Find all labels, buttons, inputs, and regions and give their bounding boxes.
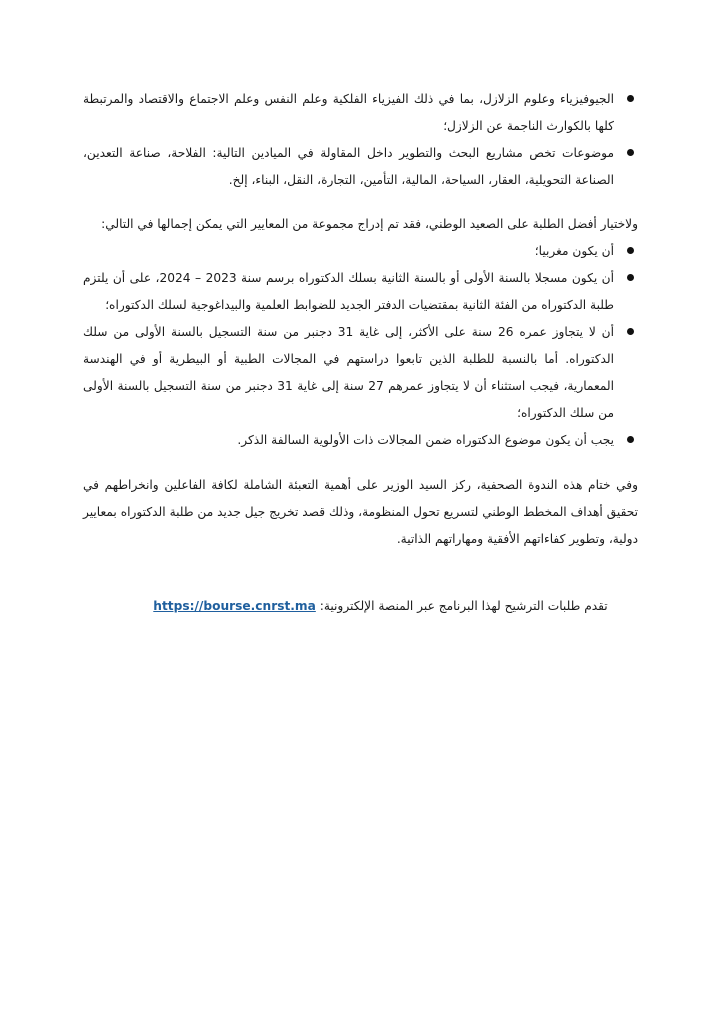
list-item: [83, 265, 638, 319]
list-item: [83, 427, 638, 454]
document-body: [83, 86, 638, 620]
platform-link[interactable]: https://bourse.cnrst.ma: [153, 599, 316, 613]
list-item-text: موضوعات تخص مشاريع البحث والتطوير داخل المقاولة في الميادين التالية: الفلاحة، صناعة التعدين، الصناعة التحويلية، العقار، السياحة، المالية، التأمين، التجارة، النقل، البناء، إلخ.: [83, 146, 614, 187]
eligibility-criteria-list: [83, 238, 638, 454]
research-fields-list: [83, 86, 638, 194]
list-item: [83, 140, 638, 194]
list-item: [83, 319, 638, 427]
list-item-text: أن لا يتجاوز عمره 26 سنة على الأكثر، إلى غاية 31 دجنبر من سنة التسجيل بالسنة الأولى من سلك الدكتوراه. أما بالنسبة للطلبة الذين تابعوا دراستهم في المجالات الطبية أو البيطرية أو في الهندسة المعمارية، فيجب استثناء أن لا يتجاوز عمرهم 27 سنة إلى غاية 31 دجنبر من سنة التسجيل بالسنة الأولى من سلك الدكتوراه؛: [83, 325, 614, 420]
bullet-icon: [627, 436, 634, 443]
list-item-text: أن يكون مغربيا؛: [534, 244, 614, 258]
bullet-icon: [627, 95, 634, 102]
list-item-text: أن يكون مسجلا بالسنة الأولى أو بالسنة الثانية بسلك الدكتوراه برسم سنة 2023 – 2024، على أن يلتزم طلبة الدكتوراه من الفئة الثانية بمقتضيات الدفتر الجديد للضوابط العلمية والبيداغوجية لسلك الدكتوراه؛: [83, 271, 615, 312]
bullet-icon: [627, 274, 634, 281]
closing-paragraph: وفي ختام هذه الندوة الصحفية، ركز السيد الوزير على أهمية التعبئة الشاملة لكافة الفاعلين وانخراطهم في تحقيق أهداف المخطط الوطني لتسريع تحول المنظومة، وذلك قصد تخريج جيل جديد من طلبة الدكتوراه بمعايير دولية، وتطوير كفاءاتهم الأفقية ومهاراتهم الذاتية.: [83, 478, 638, 546]
list-item: [83, 238, 638, 265]
bullet-icon: [627, 247, 634, 254]
list-item-text: يجب أن يكون موضوع الدكتوراه ضمن المجالات ذات الأولوية السالفة الذكر.: [237, 433, 614, 447]
application-text: تقدم طلبات الترشيح لهذا البرنامج عبر المنصة الإلكترونية:: [319, 599, 608, 613]
bullet-icon: [627, 149, 634, 156]
list-item: [83, 86, 638, 140]
list-item-text: الجيوفيزياء وعلوم الزلازل، بما في ذلك الفيزياء الفلكية وعلم النفس وعلم الاجتماع والاقتصاد والمرتبطة كلها بالكوارث الناجمة عن الزلازل؛: [83, 92, 614, 133]
criteria-intro: ولاختيار أفضل الطلبة على الصعيد الوطني، فقد تم إدراج مجموعة من المعايير التي يمكن إجمالها في التالي:: [101, 217, 638, 231]
application-notice: [83, 593, 638, 620]
bullet-icon: [627, 328, 634, 335]
